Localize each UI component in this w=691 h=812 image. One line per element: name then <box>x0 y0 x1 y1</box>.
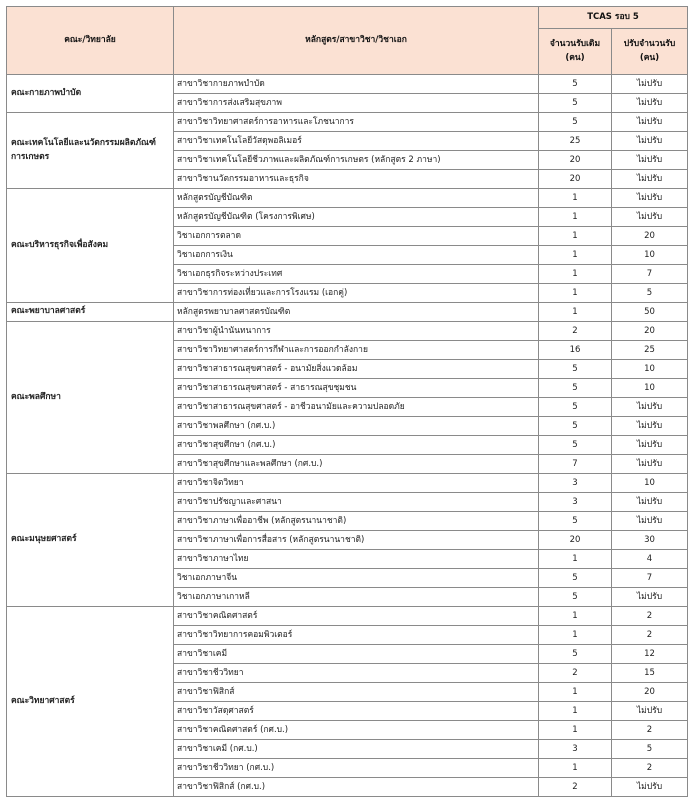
program-cell: สาขาวิชาวัสดุศาสตร์ <box>174 702 539 721</box>
faculty-cell: คณะกายภาพบำบัด <box>7 75 174 113</box>
original-count-cell: 5 <box>539 94 612 113</box>
program-cell: วิชาเอกภาษาเกาหลี <box>174 588 539 607</box>
program-cell: วิชาเอกการตลาด <box>174 227 539 246</box>
program-cell: สาขาวิชาสาธารณสุขศาสตร์ - อนามัยสิ่งแวดล้อม <box>174 360 539 379</box>
original-count-cell: 1 <box>539 208 612 227</box>
adjusted-count-cell: ไม่ปรับ <box>612 493 688 512</box>
program-cell: วิชาเอกภาษาจีน <box>174 569 539 588</box>
program-cell: สาขาวิชาฟิสิกส์ <box>174 683 539 702</box>
original-count-cell: 1 <box>539 721 612 740</box>
adjusted-count-cell: 5 <box>612 740 688 759</box>
original-count-cell: 1 <box>539 702 612 721</box>
adjusted-count-cell: 2 <box>612 721 688 740</box>
program-cell: สาขาวิชาเคมี <box>174 645 539 664</box>
program-cell: สาขาวิชาพลศึกษา (กศ.บ.) <box>174 417 539 436</box>
program-cell: สาขาวิชาสุขศึกษาและพลศึกษา (กศ.บ.) <box>174 455 539 474</box>
adjusted-count-cell: 15 <box>612 664 688 683</box>
original-count-cell: 2 <box>539 778 612 797</box>
original-count-cell: 7 <box>539 455 612 474</box>
original-count-cell: 20 <box>539 151 612 170</box>
original-count-cell: 1 <box>539 284 612 303</box>
program-cell: สาขาวิชาสาธารณสุขศาสตร์ - อาชีวอนามัยและความปลอดภัย <box>174 398 539 417</box>
program-cell: สาขาวิชาการส่งเสริมสุขภาพ <box>174 94 539 113</box>
faculty-cell: คณะพยาบาลศาสตร์ <box>7 303 174 322</box>
original-count-cell: 5 <box>539 379 612 398</box>
faculty-cell: คณะมนุษยศาสตร์ <box>7 474 174 607</box>
program-cell: สาขาวิชาปรัชญาและศาสนา <box>174 493 539 512</box>
adjusted-count-cell: 10 <box>612 379 688 398</box>
program-cell: วิชาเอกการเงิน <box>174 246 539 265</box>
faculty-cell: คณะบริหารธุรกิจเพื่อสังคม <box>7 189 174 303</box>
program-cell: หลักสูตรบัญชีบัณฑิต (โครงการพิเศษ) <box>174 208 539 227</box>
table-row <box>7 322 688 341</box>
original-count-cell: 5 <box>539 113 612 132</box>
adjusted-count-cell: ไม่ปรับ <box>612 132 688 151</box>
adjusted-count-cell: 7 <box>612 569 688 588</box>
header-round: TCAS รอบ 5 <box>539 7 688 29</box>
table-row <box>7 607 688 626</box>
adjusted-count-cell: 2 <box>612 759 688 778</box>
original-count-cell: 5 <box>539 398 612 417</box>
program-cell: สาขาวิชานวัตกรรมอาหารและธุรกิจ <box>174 170 539 189</box>
faculty-cell: คณะเทคโนโลยีและนวัตกรรมผลิตภัณฑ์การเกษตร <box>7 113 174 189</box>
original-count-cell: 1 <box>539 227 612 246</box>
original-count-cell: 16 <box>539 341 612 360</box>
adjusted-count-cell: ไม่ปรับ <box>612 189 688 208</box>
table-body <box>7 75 688 797</box>
original-count-cell: 2 <box>539 664 612 683</box>
original-count-cell: 3 <box>539 493 612 512</box>
adjusted-count-cell: 25 <box>612 341 688 360</box>
adjusted-count-cell: 50 <box>612 303 688 322</box>
original-count-cell: 2 <box>539 322 612 341</box>
program-cell: หลักสูตรพยาบาลศาสตรบัณฑิต <box>174 303 539 322</box>
adjusted-count-cell: ไม่ปรับ <box>612 170 688 189</box>
program-cell: สาขาวิชาเคมี (กศ.บ.) <box>174 740 539 759</box>
program-cell: สาขาวิชาจิตวิทยา <box>174 474 539 493</box>
adjusted-count-cell: 10 <box>612 246 688 265</box>
adjusted-count-cell: ไม่ปรับ <box>612 512 688 531</box>
program-cell: สาขาวิชาคณิตศาสตร์ <box>174 607 539 626</box>
original-count-cell: 1 <box>539 303 612 322</box>
adjusted-count-cell: ไม่ปรับ <box>612 398 688 417</box>
program-cell: สาขาวิชาเทคโนโลยีชีวภาพและผลิตภัณฑ์การเกษตร (หลักสูตร 2 ภาษา) <box>174 151 539 170</box>
table-row <box>7 303 688 322</box>
original-count-cell: 5 <box>539 436 612 455</box>
adjusted-count-cell: ไม่ปรับ <box>612 702 688 721</box>
adjusted-count-cell: ไม่ปรับ <box>612 455 688 474</box>
adjusted-count-cell: ไม่ปรับ <box>612 75 688 94</box>
adjusted-count-cell: 2 <box>612 626 688 645</box>
original-count-cell: 1 <box>539 607 612 626</box>
program-cell: สาขาวิชาวิทยาศาสตร์การอาหารและโภชนาการ <box>174 113 539 132</box>
program-cell: สาขาวิชากายภาพบำบัด <box>174 75 539 94</box>
program-cell: สาขาวิชาฟิสิกส์ (กศ.บ.) <box>174 778 539 797</box>
program-cell: สาขาวิชาวิทยาการคอมพิวเตอร์ <box>174 626 539 645</box>
program-cell: สาขาวิชาสาธารณสุขศาสตร์ - สาธารณสุขชุมชน <box>174 379 539 398</box>
original-count-cell: 1 <box>539 626 612 645</box>
program-cell: สาขาวิชาชีววิทยา (กศ.บ.) <box>174 759 539 778</box>
header-faculty: คณะ/วิทยาลัย <box>7 7 174 75</box>
program-cell: สาขาวิชาภาษาไทย <box>174 550 539 569</box>
table-row <box>7 113 688 132</box>
original-count-cell: 3 <box>539 740 612 759</box>
original-count-cell: 5 <box>539 569 612 588</box>
tcas-quota-table <box>6 6 688 797</box>
original-count-cell: 5 <box>539 417 612 436</box>
program-cell: หลักสูตรบัญชีบัณฑิต <box>174 189 539 208</box>
adjusted-count-cell: ไม่ปรับ <box>612 151 688 170</box>
adjusted-count-cell: 20 <box>612 683 688 702</box>
adjusted-count-cell: 2 <box>612 607 688 626</box>
program-cell: สาขาวิชาภาษาเพื่อการสื่อสาร (หลักสูตรนานาชาติ) <box>174 531 539 550</box>
original-count-cell: 5 <box>539 75 612 94</box>
adjusted-count-cell: 4 <box>612 550 688 569</box>
original-count-cell: 1 <box>539 550 612 569</box>
adjusted-count-cell: ไม่ปรับ <box>612 588 688 607</box>
program-cell: สาขาวิชาเทคโนโลยีวัสดุพอลิเมอร์ <box>174 132 539 151</box>
original-count-cell: 20 <box>539 170 612 189</box>
adjusted-count-cell: ไม่ปรับ <box>612 417 688 436</box>
program-cell: สาขาวิชาสุขศึกษา (กศ.บ.) <box>174 436 539 455</box>
adjusted-count-cell: 20 <box>612 227 688 246</box>
adjusted-count-cell: 5 <box>612 284 688 303</box>
original-count-cell: 1 <box>539 683 612 702</box>
header-adjusted-count: ปรับจำนวนรับ (คน) <box>612 29 688 75</box>
adjusted-count-cell: ไม่ปรับ <box>612 94 688 113</box>
original-count-cell: 1 <box>539 265 612 284</box>
program-cell: วิชาเอกธุรกิจระหว่างประเทศ <box>174 265 539 284</box>
original-count-cell: 5 <box>539 645 612 664</box>
faculty-cell: คณะวิทยาศาสตร์ <box>7 607 174 797</box>
adjusted-count-cell: ไม่ปรับ <box>612 436 688 455</box>
adjusted-count-cell: ไม่ปรับ <box>612 113 688 132</box>
original-count-cell: 5 <box>539 512 612 531</box>
header-program: หลักสูตร/สาขาวิชา/วิชาเอก <box>174 7 539 75</box>
program-cell: สาขาวิชาวิทยาศาสตร์การกีฬาและการออกกำลังกาย <box>174 341 539 360</box>
program-cell: สาขาวิชาภาษาเพื่ออาชีพ (หลักสูตรนานาชาติ) <box>174 512 539 531</box>
program-cell: สาขาวิชาการท่องเที่ยวและการโรงแรม (เอกคู่) <box>174 284 539 303</box>
original-count-cell: 1 <box>539 189 612 208</box>
program-cell: สาขาวิชาคณิตศาสตร์ (กศ.บ.) <box>174 721 539 740</box>
original-count-cell: 1 <box>539 759 612 778</box>
adjusted-count-cell: ไม่ปรับ <box>612 208 688 227</box>
adjusted-count-cell: 7 <box>612 265 688 284</box>
original-count-cell: 3 <box>539 474 612 493</box>
original-count-cell: 5 <box>539 360 612 379</box>
original-count-cell: 1 <box>539 246 612 265</box>
faculty-cell: คณะพลศึกษา <box>7 322 174 474</box>
table-row <box>7 189 688 208</box>
program-cell: สาขาวิชาชีววิทยา <box>174 664 539 683</box>
adjusted-count-cell: 10 <box>612 474 688 493</box>
adjusted-count-cell: 10 <box>612 360 688 379</box>
original-count-cell: 20 <box>539 531 612 550</box>
table-row <box>7 75 688 94</box>
original-count-cell: 25 <box>539 132 612 151</box>
table-row <box>7 474 688 493</box>
header-original-count: จำนวนรับเดิม (คน) <box>539 29 612 75</box>
adjusted-count-cell: 20 <box>612 322 688 341</box>
adjusted-count-cell: 30 <box>612 531 688 550</box>
adjusted-count-cell: ไม่ปรับ <box>612 778 688 797</box>
program-cell: สาขาวิชาผู้นำนันทนาการ <box>174 322 539 341</box>
original-count-cell: 5 <box>539 588 612 607</box>
adjusted-count-cell: 12 <box>612 645 688 664</box>
